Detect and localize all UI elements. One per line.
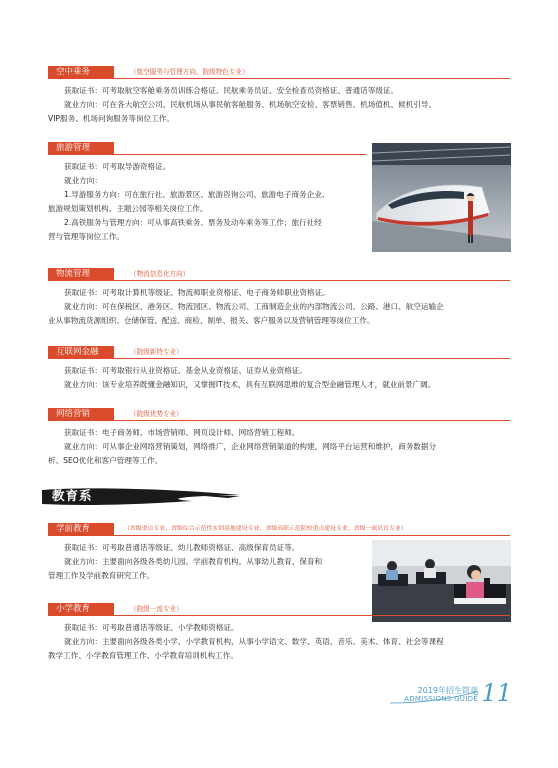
- career-line-cont: VIP服务、机场问询服务等岗位工作。: [48, 114, 174, 123]
- section-network-marketing: [48, 408, 510, 468]
- header-rule: [48, 358, 510, 359]
- section-tag: （物流信息化方向）: [130, 270, 190, 278]
- header-rule: [48, 78, 510, 79]
- career-line: 就业方向：该专业培养既懂金融知识，又掌握IT技术，具有互联网思维的复合型金融管理人才，就业前景广阔。: [64, 380, 436, 389]
- career-sub-2: 2.高铁服务与管理方向：可从事高铁乘务、票务及动车乘务等工作；旅行社经: [64, 218, 322, 227]
- section-title: 空中乘务: [48, 66, 114, 79]
- section-title: 网络营销: [48, 408, 114, 421]
- footer-english: ADMISSIONS GUIDE: [404, 695, 478, 703]
- career-line: 就业方向：可从事企业网络营销策划，网络推广，企业网络营销渠道的构建，网络平台运营和维护，商务数据分: [64, 442, 437, 451]
- career-sub-2-cont: 营与管理等岗位工作。: [48, 232, 124, 241]
- section-title: 互联网金融: [48, 346, 114, 359]
- career-sub-1-cont: 旅游规划策划机构、主题公园等相关岗位工作。: [48, 204, 208, 213]
- section-header: [48, 268, 510, 281]
- career-line-cont: 教学工作、小学教育管理工作、小学教育培训机构工作。: [48, 651, 238, 660]
- cert-line: 获取证书：可考取银行从业资格证、基金从业资格证、证券从业资格证。: [64, 366, 307, 375]
- section-title: 旅游管理: [48, 142, 114, 155]
- section-tag: （省级重点专业、省级综合示范性实训基地建设专业、省级高职示范院校重点建设专业、省级一流培育专业）: [124, 526, 407, 532]
- header-rule: [48, 615, 510, 616]
- page-number: 11: [481, 679, 512, 707]
- career-line-cont: 业从事物流货源组织、仓储保管、配送、商检、制单、报关、客户服务以及营销管理等岗位工作。: [48, 316, 375, 325]
- section-header: [48, 603, 510, 616]
- cert-line: 获取证书：可考取计算机等级证、物流师职业资格证、电子商务师职业资格证。: [64, 288, 330, 297]
- section-header: [48, 346, 510, 359]
- section-tourism: [48, 142, 366, 244]
- section-tag: （航空服务与管理方向、院级特色专业）: [130, 68, 249, 76]
- career-line-cont: 析、SEO优化和客户管理等工作。: [48, 456, 163, 465]
- cert-line: 获取证书：可考取普通话等级证、幼儿教师资格证、高级保育员证等。: [64, 543, 300, 552]
- section-header: [48, 66, 510, 79]
- section-tag: （院级一流专业）: [130, 605, 183, 613]
- footer-year: 2019年招生简章: [417, 686, 478, 695]
- section-tag: （院级优势专业）: [130, 410, 183, 418]
- section-logistics: [48, 268, 510, 328]
- high-speed-train-photo: [372, 143, 511, 252]
- section-primary-education: [48, 603, 510, 663]
- career-line: 就业方向：主要面向各级各类小学、小学教育机构，从事小学语文、数学、英语、音乐、美术、体育、社会等课程: [64, 637, 444, 646]
- department-title: 教育系: [52, 488, 93, 503]
- section-internet-finance: [48, 346, 510, 392]
- career-sub-1: 1.导游服务方向：可在旅行社、旅游景区、旅游咨询公司、旅游电子商务企业、: [64, 190, 330, 199]
- career-heading: 就业方向：: [64, 176, 102, 185]
- header-rule: [48, 280, 510, 281]
- career-line: 就业方向：主要面向各级各类幼儿园、学前教育机构。从事幼儿教育、保育和: [64, 557, 323, 566]
- section-tag: （院级新特专业）: [130, 348, 183, 356]
- section-title: 小学教育: [48, 603, 114, 616]
- career-line: 就业方向：可在保税区、港务区、物流园区、物流公司、工商制造企业的内部物流公司、公路、港口、航空运输企: [64, 302, 444, 311]
- section-header: [48, 408, 510, 421]
- career-line: 就业方向：可在各大航空公司、民航机场从事民航客舱服务、机场航空安检、客票销售、机场值机、候机引导、: [64, 100, 437, 109]
- department-banner: [42, 485, 240, 509]
- cert-line: 获取证书：可考取导游资格证。: [64, 162, 171, 171]
- cert-line: 获取证书：可考取普通话等级证、小学教师资格证。: [64, 623, 239, 632]
- career-line-cont: 管理工作及学前教育研究工作。: [48, 571, 155, 580]
- section-header: [48, 523, 510, 536]
- section-header: [48, 142, 366, 155]
- cert-line: 获取证书：可考取航空客舱乘务员训练合格证、民航乘务员证、安全检查员资格证、普通话等级证。: [64, 86, 399, 95]
- page-footer: [390, 679, 520, 725]
- section-title: 物流管理: [48, 268, 114, 281]
- section-flight-attendant: [48, 66, 510, 126]
- cert-line: 获取证书：电子商务师、市场营销师、网页设计师、网络营销工程师。: [64, 428, 300, 437]
- header-rule: [48, 420, 510, 421]
- section-title: 学前教育: [48, 523, 114, 536]
